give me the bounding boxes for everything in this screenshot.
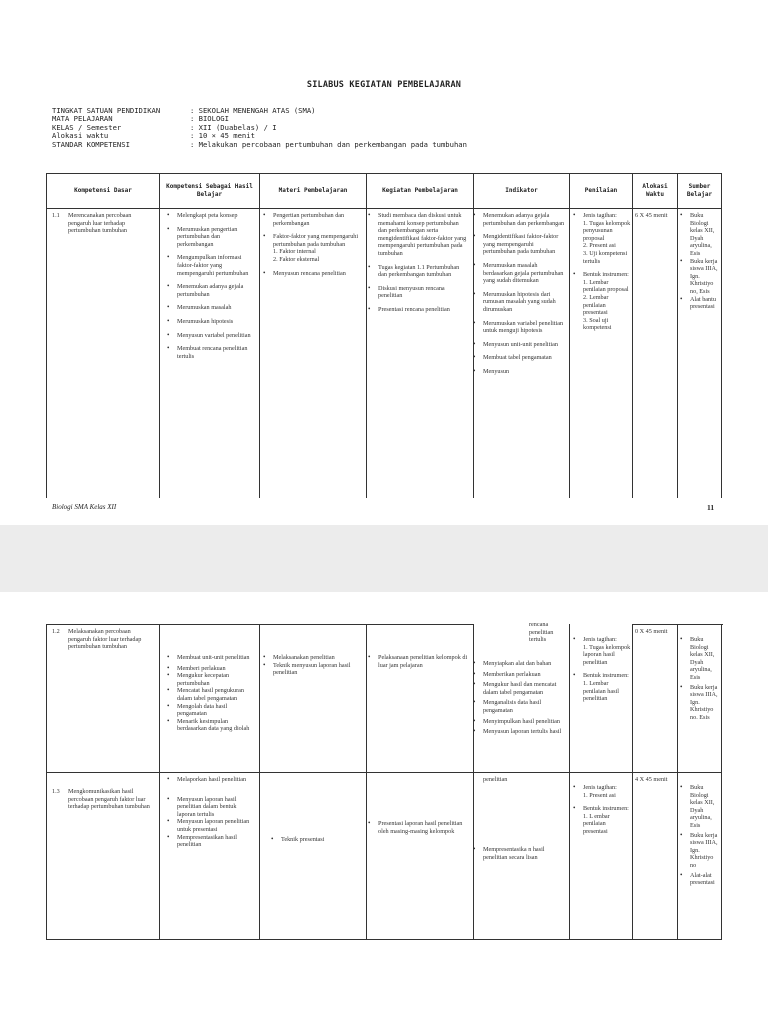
header-sumber: Sumber Belajar <box>686 183 713 198</box>
list-item: • Mempresentasikan hasil penelitian <box>177 834 255 849</box>
list-item: 1. Lembar penilaian hasil penelitian <box>583 679 619 703</box>
alokasi-waktu: 4 X 45 menit <box>635 776 668 783</box>
list-item: • Menyiapkan alat dan bahan <box>483 660 565 668</box>
header-materi: Materi Pembelajaran <box>260 174 367 208</box>
list-item: • Menyimpulkan hasil penelitian <box>483 718 565 726</box>
list-item: 2. Faktor eksternal <box>273 255 320 263</box>
list-item: • Merumuskan hipotesis dari rumusan masalah yang sudah dirumuskan <box>483 291 565 314</box>
kd-number: 1.2 <box>52 628 60 635</box>
list-item: • Memberikan perlakuan <box>483 671 565 679</box>
kompetensi-list <box>177 776 255 849</box>
list-item: • Menemukan adanya gejala pertumbuhan dan perkembangan <box>483 212 565 227</box>
list-item: • Menarik kesimpulan berdasarkan data yang diolah <box>177 718 255 733</box>
penilaian-list <box>583 636 631 709</box>
list-item: • Buku Biologi kelas XII, Dyah aryulina, Esis <box>690 636 720 682</box>
header-kompetensi-dasar: Kompetensi Dasar <box>47 174 160 208</box>
kd-text: Mengkomunikasikan hasil percobaan pengaruh faktor luar terhadap pertumbuhan tumbuhan <box>68 788 150 811</box>
kd-text: Melaksanakan percobaan pengaruh faktor luar terhadap pertumbuhan tumbuhan <box>68 628 142 651</box>
list-item: • Menemukan adanya gejala pertumbuhan <box>177 283 255 298</box>
list-item: • Alat bantu presentasi <box>690 296 720 311</box>
list-item: • Menyusun variabel penelitian <box>177 332 255 340</box>
meta-label: KELAS / Semester <box>52 122 122 132</box>
list-item: • Melaksanakan penelitian <box>273 654 361 662</box>
header-kompetensi-hasil: Kompetensi Sebagai Hasil Belajar <box>160 174 260 208</box>
list-item: • Merumuskan masalah berdasarkan gejala pertumbuhan yang sudah ditemukan <box>483 262 565 285</box>
list-item: • Jenis tagihan: <box>583 212 631 220</box>
list-item: 1. Present asi <box>583 791 616 799</box>
list-item: • Merumuskan masalah <box>177 304 255 312</box>
list-item: • Buku kerja siswa IIIA, Ign. Khristiyo no <box>690 832 720 870</box>
identity-block <box>52 107 467 149</box>
list-item: • Buku kerja siswa IIIA, Ign. Khristiyo no, Esis <box>690 258 720 296</box>
kegiatan-list <box>378 212 468 320</box>
list-item: • Tugas kegiatan 1.1 Pertumbuhan dan perkembangan tumbuhan <box>378 264 468 279</box>
list-item: • Mencatat hasil pengukuran dalam tabel pengamatan <box>177 687 255 702</box>
indikator-list <box>483 846 565 867</box>
list-item: • Menyusun laporan penelitian untuk presentasi <box>177 818 255 833</box>
list-item: • Mengukur kecepatan pertumbuhan <box>177 672 255 687</box>
list-item: 3. Soal uji kompetensi <box>583 316 612 332</box>
kegiatan-list <box>378 654 468 675</box>
list-item: 1. Tugas kelompok penyusunan proposal <box>583 219 631 242</box>
list-item: • Mengukur hasil dan mencatat dalam tabel pengamatan <box>483 681 565 696</box>
header-alokasi: Alokasi Waktu <box>633 174 678 208</box>
list-item: 2. Present asi <box>583 242 616 250</box>
list-item: • Menyusun laporan hasil penelitian dalam bentuk laporan tertulis <box>177 796 255 819</box>
page-2 <box>0 592 768 1024</box>
indikator-continued: rencana penelitian tertulis <box>529 621 554 644</box>
kompetensi-list <box>177 212 255 366</box>
materi-list <box>281 836 361 850</box>
materi-list <box>273 654 361 683</box>
penilaian-list <box>583 212 631 338</box>
list-item: • Menganalisis data hasil pengamatan <box>483 699 565 714</box>
list-item: 2. Lembar penilaian presentasi <box>583 293 609 317</box>
list-item: • Membuat tabel pengamatan <box>483 354 565 362</box>
indikator-list <box>483 212 565 382</box>
table-body-continued <box>46 621 722 940</box>
meta-value: : 10 × 45 menit <box>190 131 255 141</box>
table-body <box>46 208 722 498</box>
meta-value: : SEKOLAH MENENGAH ATAS (SMA) <box>190 106 316 115</box>
list-item: 1. L embar penilaian presentasi <box>583 812 610 835</box>
sumber-list <box>690 784 720 893</box>
list-item: • Presentasi rencana penelitian <box>378 306 468 314</box>
list-item: • Mengumpulkan informasi faktor-faktor yang mempengaruhi pertumbuhan <box>177 254 255 277</box>
list-item: • Menyusun unit-unit penelitian <box>483 341 565 349</box>
list-item: • Faktor-faktor yang mempengaruhi pertumbuhan pada tumbuhan <box>273 233 361 248</box>
list-item: • Alat-alat presentasi <box>690 872 720 887</box>
list-item: • Menyusun laporan tertulis hasil <box>483 728 565 736</box>
meta-label: MATA PELAJARAN <box>52 114 113 124</box>
penilaian-list <box>583 784 631 842</box>
meta-label: STANDAR KOMPETENSI <box>52 139 130 149</box>
list-item: • Mempresentasika n hasil penelitian secara lisan <box>483 846 565 861</box>
materi-list <box>273 212 361 283</box>
alokasi-waktu: 0 X 45 menit <box>635 628 668 635</box>
kd-number: 1.1 <box>52 212 60 219</box>
meta-label: TINGKAT SATUAN PENDIDIKAN <box>52 106 161 115</box>
list-item: 1. Tugas kelompok laporan hasil penelitian <box>583 643 631 666</box>
list-item: • Diskusi menyusun rencana penelitian <box>378 285 468 300</box>
list-item: • Jenis tagihan: <box>583 636 631 644</box>
list-item: • Merumuskan pengertian pertumbuhan dan perkembangan <box>177 226 255 249</box>
list-item: • Pengertian pertumbuhan dan perkembangan <box>273 212 361 227</box>
indikator-top: penelitian <box>483 776 508 783</box>
list-item: • Presentasi laporan hasil penelitian oleh masing-masing kelompok <box>378 820 468 835</box>
meta-value: : BIOLOGI <box>190 114 229 124</box>
list-item: • Merumuskan variabel penelitian untuk menguji hipotesis <box>483 320 565 335</box>
list-item: • Melengkapi peta konsep <box>177 212 255 220</box>
list-item: • Teknik presentasi <box>281 836 361 844</box>
list-item: • Teknik menyusun laporan hasil penelitian <box>273 662 361 677</box>
kegiatan-list <box>378 820 468 841</box>
header-penilaian: Penilaian <box>570 174 633 208</box>
kompetensi-list <box>177 654 255 733</box>
footer-book-title: Biologi SMA Kelas XII <box>52 503 117 511</box>
sumber-list <box>690 636 720 728</box>
list-item: 1. Faktor internal <box>273 248 316 256</box>
kd-text: Merencanakan percobaan pengaruh luar terhadap pertumbuhan tumbuhan <box>68 212 132 235</box>
list-item: • Menyusun rencana penelitian <box>273 270 361 278</box>
list-item: • Buku Biologi kelas XII, Dyah aryulina, Esis <box>690 212 720 258</box>
indikator-list <box>483 660 565 736</box>
list-item: • Studi membaca dan diskusi untuk memahami konsep pertumbuhan dan perkembangan serta mengidentifikasi faktor-faktor yang mempengaruhi pertumbuhan pada tumbuhan <box>378 212 468 258</box>
meta-value: : XII (Duabelas) / I <box>190 122 277 132</box>
list-item: • Membuat rencana penelitian tertulis <box>177 345 255 360</box>
list-item: 1. Lembar penilaian proposal <box>583 278 629 294</box>
list-item: • Bentuk instrumen: <box>583 271 631 279</box>
list-item: • Jenis tagihan: <box>583 784 631 792</box>
list-item: • Bentuk instrumen: <box>583 805 631 813</box>
list-item: • Menyusun <box>483 368 565 376</box>
alokasi-waktu: 6 X 45 menit <box>635 212 668 219</box>
list-item: • Bentuk instrumen: <box>583 672 631 680</box>
list-item: • Membuat unit-unit penelitian <box>177 654 255 662</box>
list-item: • Buku Biologi kelas XII, Dyah aryulina, Esis <box>690 784 720 830</box>
list-item: • Memberi perlakuan <box>177 665 255 673</box>
list-item: • Melaporkan hasil penelitian <box>177 776 255 784</box>
sumber-list <box>690 212 720 317</box>
header-kegiatan: Kegiatan Pembelajaran <box>367 174 474 208</box>
list-item: • Pelaksanaan penelitian kelompok di luar jam pelajaran <box>378 654 468 669</box>
list-item: 3. Uji kompetensi tertulis <box>583 249 628 265</box>
meta-label: Alokasi waktu <box>52 131 109 141</box>
meta-value: : Melakukan percobaan pertumbuhan dan perkembangan pada tumbuhan <box>190 139 467 149</box>
list-item: • Buku kerja siswa IIIA, Ign. Khristiyo no. Esis <box>690 684 720 722</box>
header-indikator: Indikator <box>474 174 570 208</box>
table-header <box>46 173 722 209</box>
list-item: • Merumuskan hipotesis <box>177 318 255 326</box>
page-number: 11 <box>707 503 715 512</box>
list-item: • Mengolah data hasil pengamatan <box>177 703 255 718</box>
list-item: • Mengidentifikasi faktor-faktor yang mempengaruhi pertumbuhan pada tumbuhan <box>483 233 565 256</box>
kd-number: 1.3 <box>52 788 60 795</box>
doc-title: SILABUS KEGIATAN PEMBELAJARAN <box>306 80 462 90</box>
